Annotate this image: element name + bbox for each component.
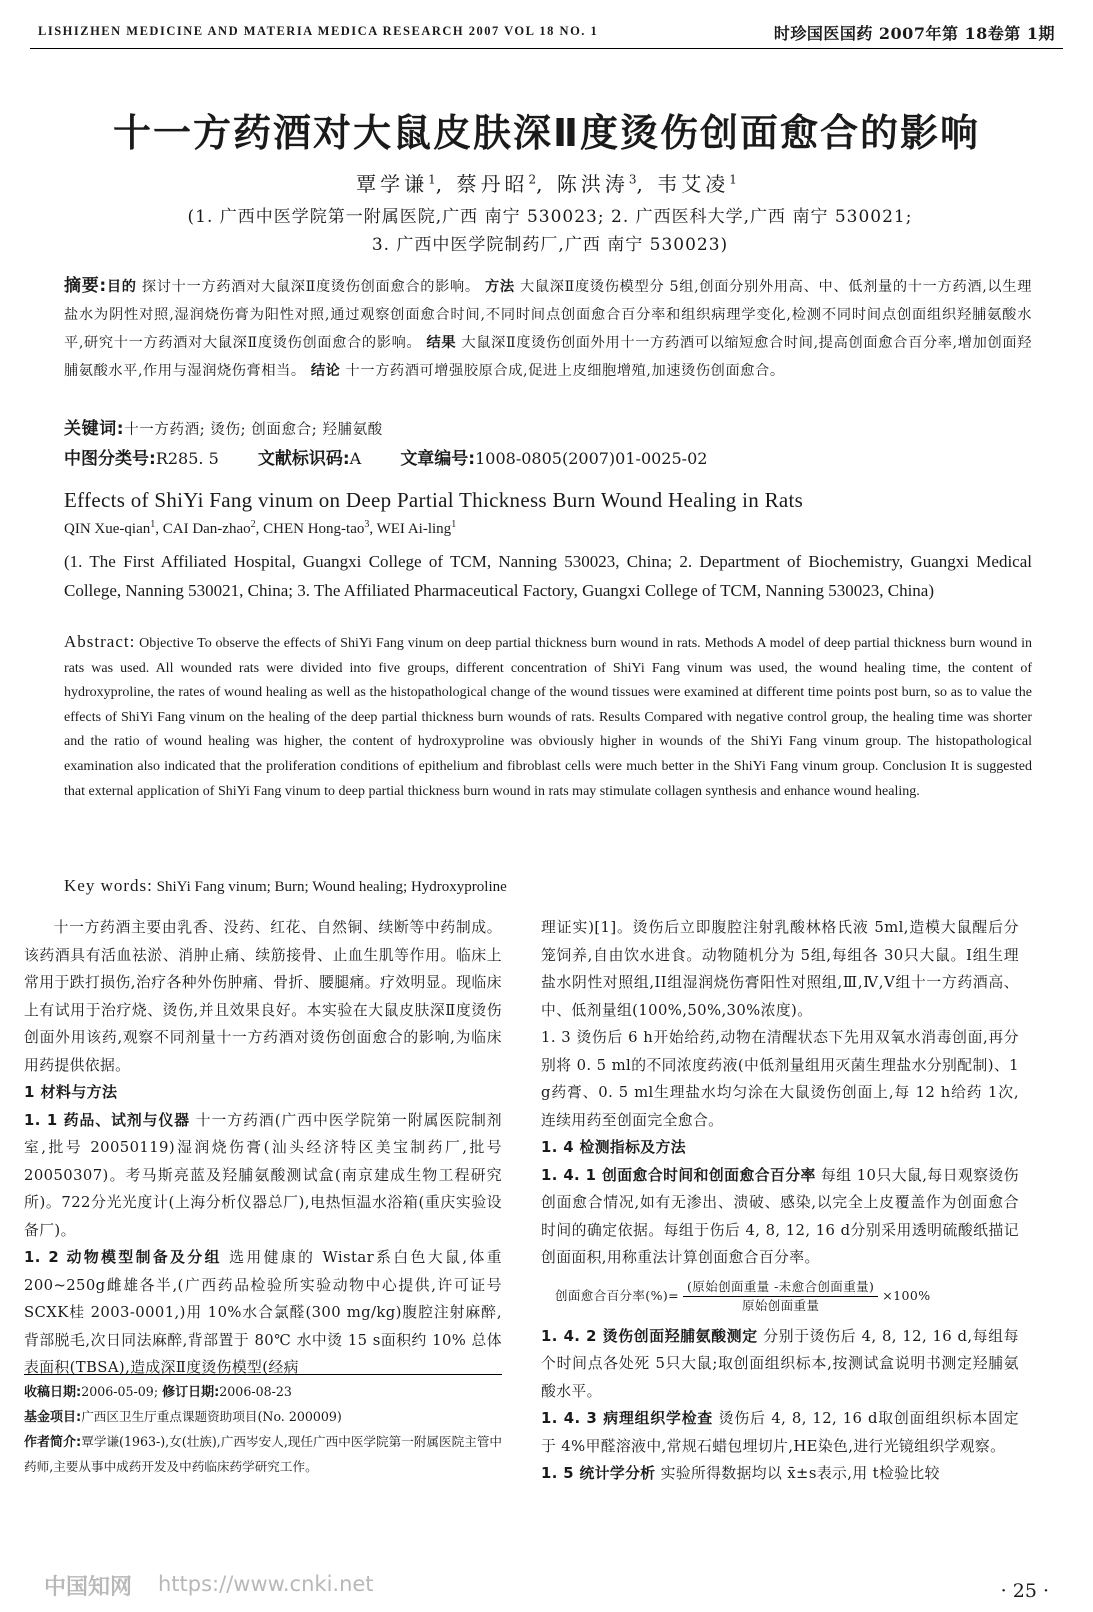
section-1-4-2 (541, 1323, 1019, 1406)
section-1-2-label: 1. 2 动物模型制备及分组 (24, 1249, 222, 1266)
doc-code-label: 文献标识码: (257, 449, 350, 469)
author-name: WEI Ai-ling (376, 521, 452, 537)
footnotes (24, 1380, 502, 1479)
author-name: 覃学谦 (356, 172, 429, 196)
author-footnote (24, 1430, 502, 1479)
dates-footnote (24, 1380, 502, 1405)
author-sup: 3 (364, 519, 370, 530)
doc-code-value: A (349, 449, 362, 468)
english-keywords-label: Key words: (64, 876, 153, 895)
formula-numerator: (原始创面重量 -未愈合创面重量) (683, 1278, 878, 1297)
author-sup: 2 (528, 172, 537, 187)
abstract-cn (64, 272, 1032, 385)
author-sup: 1 (729, 172, 737, 187)
english-author-list: QIN Xue-qian$^1$, CAI Dan-zhao$^2$, CHEN Hong-tao$^3$, WEI Ai-ling$^1$ (64, 519, 457, 537)
body-column-left (24, 914, 502, 1382)
english-keywords (64, 876, 507, 896)
english-abstract-text: Objective To observe the effects of ShiYi Fang vinum on deep partial thickness burn wound in rats. Methods A model of deep partial thickness burn wound in rats was used. All wounded rats were divided into five groups, different concentration of ShiYi Fang vinum was used, the wound healing time, the content of hydroxyproline, the rates of wound healing as well as the histopathological change of the wound tissues were examined at different time points post burn, so as to value the effects of ShiYi Fang vinum on the healing of the deep partial thickness burn wounds of rats. Results Compared with negative control group, the healing time was shorter and the ratio of wound healing was higher, the content of hydroxyproline was obviously higher in wounds of the ShiYi Fang vinum group. The histopathological examination also indicated that the proliferation conditions of epithelium and fibroblast cells were much better in the ShiYi Fang vinum group. Conclusion It is suggested that external application of ShiYi Fang vinum to deep partial thickness burn wound in rats may stimulate collagen synthesis and enhance wound healing. (64, 636, 1033, 799)
affiliation-cn-line1: (1. 广西中医学院第一附属医院,广西 南宁 530023; 2. 广西医科大学,广西 南宁 530021; (187, 207, 913, 227)
section-heading-1: 1 材料与方法 (24, 1083, 118, 1101)
objective-text: 探讨十一方药酒对大鼠深Ⅱ度烫伤创面愈合的影响。 (141, 279, 480, 295)
affiliation-cn-line2: 3. 广西中医学院制药厂,广西 南宁 530023) (371, 235, 729, 255)
author-name: 蔡丹昭 (456, 172, 529, 196)
results-text: 大鼠深Ⅱ度烫伤创面外用十一方药酒可以缩短愈合时间,提高创面愈合百分率,增加创面羟脯氨酸水平,作用与湿润烧伤膏相当。 (64, 335, 1032, 379)
body-column-right (541, 914, 1019, 1488)
formula-right: ×100% (882, 1288, 931, 1304)
author-sup: 1 (428, 172, 436, 187)
journal-header-en: LISHIZHEN MEDICINE AND MATERIA MEDICA RESEARCH 2007 VOL 18 NO. 1 (38, 24, 599, 38)
keywords-text: 十一方药酒; 烫伤; 创面愈合; 羟脯氨酸 (124, 422, 383, 438)
section-1-4-heading: 1. 4 检测指标及方法 (541, 1139, 686, 1156)
article-no-label: 文章编号: (400, 449, 476, 469)
section-1-3-text: 烫伤后 6 h开始给药,动物在清醒状态下先用双氧水消毒创面,再分别将 0. 5 ml的不同浓度药液(中低剂量组用灭菌生理盐水分别配制)、1 g药膏、0. 5 ml生理盐水均匀涂在大鼠烫伤创面上,每 12 h给药 1次,连续用药至创面完全愈合。 (541, 1029, 1019, 1129)
received-date: 2006-05-09; (81, 1384, 159, 1399)
section-1-4-3-label: 1. 4. 3 病理组织学检查 (541, 1410, 714, 1427)
formula-left: 创面愈合百分率(%)= (555, 1288, 680, 1304)
section-1-3-label: 1. 3 (541, 1029, 572, 1046)
section-1-3 (541, 1024, 1019, 1134)
section-1-5-text: 实验所得数据均以 x̄±s表示,用 t检验比较 (660, 1465, 940, 1482)
author-bio-text: 覃学谦(1963-),女(壮族),广西岑安人,现任广西中医学院第一附属医院主管中药师,主要从事中成药开发及中药临床药学研究工作。 (24, 1434, 503, 1474)
author-sup: 3 (628, 172, 637, 187)
section-1-1-label: 1. 1 药品、试剂与仪器 (24, 1111, 191, 1129)
author-name: CAI Dan-zhao (162, 521, 251, 537)
section-1-5-label: 1. 5 统计学分析 (541, 1465, 656, 1482)
english-abstract-label: Abstract: (64, 632, 136, 651)
healing-rate-formula (555, 1278, 1019, 1315)
english-abstract (64, 630, 1032, 804)
author-sup: 2 (250, 519, 256, 530)
intro-paragraph: 十一方药酒主要由乳香、没药、红花、自然铜、续断等中药制成。该药酒具有活血祛淤、消肿止痛、续筋接骨、止血生肌等作用。临床上常用于跌打损伤,治疗各种外伤肿痛、骨折、腰腿痛。疗效明显。现临床上有试用于治疗烧、烫伤,并且效果良好。本实验在大鼠皮肤深Ⅱ度烫伤创面外用该药,观察不同剂量十一方药酒对烫伤创面愈合的影响,为临床用药提供依据。 (24, 919, 502, 1074)
section-1-4-3 (541, 1405, 1019, 1460)
author-name: 陈洪涛 (556, 172, 629, 196)
clc-label: 中图分类号: (64, 449, 156, 469)
section-1-4-2-label: 1. 4. 2 烫伤创面羟脯氨酸测定 (541, 1327, 758, 1345)
section-1-1-text: 十一方药酒(广西中医学院第一附属医院制剂室,批号 20050119)湿润烧伤膏(汕头经济特区美宝制药厂,批号 20050307)。考马斯亮蓝及羟脯氨酸测试盒(南京建成生物工程研究所)。722分光光度计(上海分析仪器总厂),电热恒温水浴箱(重庆实验设备厂)。 (24, 1111, 503, 1239)
revised-label: 修订日期: (162, 1385, 220, 1400)
section-1-4-2-text: 分别于烫伤后 4, 8, 12, 16 d,每组每个时间点各处死 5只大鼠;取创面组织标本,按测试盒说明书测定羟脯氨酸水平。 (541, 1327, 1019, 1400)
formula-fraction (683, 1278, 878, 1315)
fund-footnote (24, 1405, 502, 1430)
header-rule (30, 48, 1063, 49)
methods-label: 方法 (485, 279, 515, 295)
author-sup: 1 (150, 519, 156, 530)
section-1-4-3-text: 烫伤后 4, 8, 12, 16 d取创面组织标本固定于 4%甲醛溶液中,常规石蜡包埋切片,HE染色,进行光镜组织学观察。 (541, 1410, 1020, 1455)
author-sup: 1 (451, 519, 457, 530)
clc-value: R285. 5 (155, 449, 219, 468)
keywords-label: 关键词: (64, 419, 125, 439)
revised-date: 2006-08-23 (219, 1384, 292, 1399)
author-name: CHEN Hong-tao (263, 521, 365, 537)
page-number: · 25 · (1000, 1580, 1049, 1602)
cnki-url-watermark[interactable]: https://www.cnki.net (158, 1572, 374, 1596)
author-bio-label: 作者简介: (24, 1435, 82, 1450)
footnote-rule (24, 1374, 502, 1375)
keywords-cn (64, 414, 1032, 439)
article-no-value: 1008-0805(2007)01-0025-02 (475, 449, 708, 468)
english-keywords-text: ShiYi Fang vinum; Burn; Wound healing; Hydroxyproline (156, 879, 507, 895)
fund-label: 基金项目: (24, 1410, 82, 1425)
abstract-label: 摘要: (64, 276, 107, 296)
section-1-4-1 (541, 1162, 1019, 1272)
objective-label: 目的 (106, 279, 137, 295)
english-title: Effects of ShiYi Fang vinum on Deep Partial Thickness Burn Wound Healing in Rats (64, 488, 804, 512)
author-list: 覃学谦$^1$, 蔡丹昭$^2$, 陈洪涛$^3$, 韦艾凌$^1$ (356, 172, 737, 196)
fund-text: 广西区卫生厅重点课题资助项目(No. 200009) (81, 1409, 342, 1424)
author-name: 韦艾凌 (657, 172, 730, 196)
section-1-5 (541, 1460, 1019, 1488)
section-1-2-text: 选用健康的 Wistar系白色大鼠,体重 200~250g雌雄各半,(广西药品检验所实验动物中心提供,许可证号 SCXK桂 2003-0001,)用 10%水合氯醛(300 mg/kg)腹腔注射麻醉,背部脱毛,次日同法麻醉,背部置于 80℃ 水中烫 15 s面积约 10% 总体表面积(TBSA),造成深Ⅱ度烫伤模型(经病 (24, 1249, 503, 1376)
paper-title: 十一方药酒对大鼠皮肤深Ⅱ度烫伤创面愈合的影响 (112, 111, 981, 155)
classification-line (64, 444, 1032, 469)
grouping-paragraph: 理证实)[1]。烫伤后立即腹腔注射乳酸林格氏液 5ml,造模大鼠醒后分笼饲养,自由饮水进食。动物随机分为 5组,每组各 30只大鼠。I组生理盐水阴性对照组,II组湿润烧伤膏阳性对照组,Ⅲ,Ⅳ,Ⅴ组十一方药酒高、中、低剂量组(100%,50%,30%浓度)。 (541, 919, 1019, 1019)
conclusion-label: 结论 (310, 363, 341, 379)
formula-denominator: 原始创面重量 (741, 1297, 820, 1313)
results-label: 结果 (426, 335, 457, 351)
cnki-logo-watermark: 中国知网 (44, 1575, 133, 1600)
section-1-1 (24, 1107, 502, 1245)
section-1-2 (24, 1244, 502, 1382)
received-label: 收稿日期: (24, 1385, 82, 1400)
journal-header-cn: 时珍国医国药 2007年第 18卷第 1期 (773, 24, 1055, 43)
section-1-4-1-label: 1. 4. 1 创面愈合时间和创面愈合百分率 (541, 1166, 816, 1184)
english-affiliation: (1. The First Affiliated Hospital, Guangxi College of TCM, Nanning 530023, China; 2. Department of Biochemistry, Guangxi Medical College, Nanning 530021, China; 3. The Affiliated Pharmaceutical Factory, Guangxi College of TCM, Nanning 530023, China) (64, 552, 1032, 600)
methods-text: 大鼠深Ⅱ度烫伤模型分 5组,创面分别外用高、中、低剂量的十一方药酒,以生理盐水为阴性对照,湿润烧伤膏为阳性对照,通过观察创面愈合时间,不同时间点创面愈合百分率和组织病理学变化,检测不同时间点创面组织羟脯氨酸水平,研究十一方药酒对大鼠深Ⅱ度烫伤创面愈合的影响。 (64, 279, 1032, 351)
section-1-4-1-text: 每组 10只大鼠,每日观察烫伤创面愈合情况,如有无渗出、溃破、感染,以完全上皮覆盖作为创面愈合时间的确定依据。每组于伤后 4, 8, 12, 16 d分别采用透明硫酸纸描记创面面积,用称重法计算创面愈合百分率。 (541, 1166, 1019, 1266)
conclusion-text: 十一方药酒可增强胶原合成,促进上皮细胞增殖,加速烫伤创面愈合。 (345, 363, 785, 379)
author-name: QIN Xue-qian (64, 521, 151, 537)
